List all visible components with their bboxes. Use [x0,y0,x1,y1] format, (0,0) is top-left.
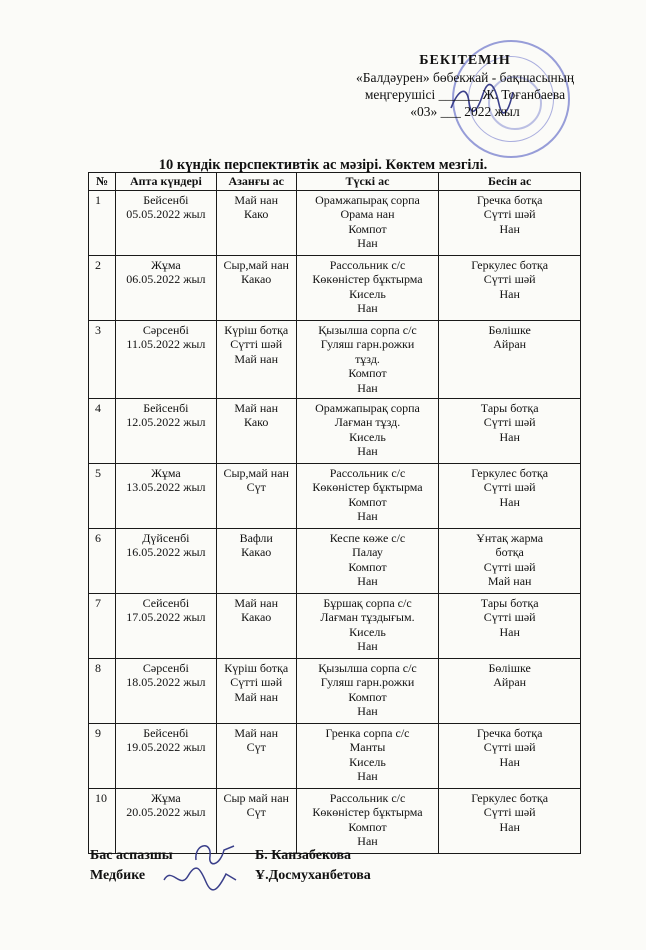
cell-lunch-line: Компот [348,819,387,834]
cell-breakfast-line: Май нан [234,595,278,610]
cell-lunch-line: Нан [357,301,378,316]
cell-lunch-line: Гренка сорпа с/с [325,725,410,740]
table-row [89,658,581,723]
cell-snack-line: Нан [499,286,520,301]
cell-snack-line: Айран [493,337,527,352]
table-row [89,190,581,255]
cell-breakfast [216,528,296,593]
cell-breakfast [216,723,296,788]
cell-lunch [296,593,439,658]
cell-day-line: 16.05.2022 жыл [126,545,206,560]
cell-snack [439,528,581,593]
cell-snack-line: Сүтті шәй [483,415,536,430]
cell-breakfast-line: Май нан [234,400,278,415]
cell-breakfast [216,190,296,255]
cell-day-line: Жұма [151,257,181,272]
cell-breakfast [216,463,296,528]
cell-lunch-line: Компот [348,366,387,381]
cell-breakfast-line: Сүт [246,805,266,820]
cell-day [115,255,216,320]
cell-lunch [296,463,439,528]
nurse-label: Медбике [90,868,146,883]
cell-lunch-line: Рассольник с/с [329,465,406,480]
cell-snack-line: Сүтті шәй [483,559,536,574]
cell-lunch-line: Компот [348,221,387,236]
cell-day-line: 17.05.2022 жыл [126,610,206,625]
cell-snack-line: Геркулес ботқа [471,257,549,272]
cell-num: 8 [89,658,116,723]
cell-snack-line: Тары ботқа [480,595,539,610]
cell-day-line: Сәрсенбі [142,322,189,337]
cell-lunch-line: Көкөністер бұктырма [312,480,423,495]
cell-snack [439,723,581,788]
cell-snack [439,788,581,853]
cell-snack-line: Сүтті шәй [483,272,536,287]
table-row [89,320,581,398]
cell-lunch-line: Компот [348,559,387,574]
cell-snack [439,190,581,255]
cell-lunch-line: Қызылша сорпа с/с [318,322,417,337]
cell-day-line: 13.05.2022 жыл [126,480,206,495]
cell-lunch [296,398,439,463]
cell-snack-line: Нан [499,819,520,834]
approval-line-1: «Балдәурен» бөбекжай - бақшасының [355,70,575,85]
cell-breakfast [216,658,296,723]
cell-lunch-line: Орамжапырақ сорпа [315,400,420,415]
cell-lunch-line: Кисель [349,286,386,301]
cell-breakfast-line: Сүт [246,480,266,495]
cell-num: 4 [89,398,116,463]
cell-breakfast-line: Май нан [234,351,278,366]
cell-lunch-line: Қызылша сорпа с/с [318,660,417,675]
cell-breakfast-line: Күріш ботқа [224,660,289,675]
cell-lunch-line: Компот [348,689,387,704]
cell-lunch [296,723,439,788]
cell-day [115,723,216,788]
cell-lunch-line: Нан [357,639,378,654]
header-breakfast: Азанғы ас [216,173,296,191]
cell-lunch [296,658,439,723]
cell-day [115,463,216,528]
chef-name: Б. Канзабекова [255,848,352,863]
cell-num: 2 [89,255,116,320]
cell-breakfast [216,398,296,463]
cell-lunch-line: Манты [349,740,386,755]
cell-snack-line: Нан [499,624,520,639]
cell-num: 5 [89,463,116,528]
cell-lunch-line: Нан [357,769,378,784]
cell-breakfast-line: Сыр,май нан [223,257,289,272]
cell-snack-line: ботқа [495,545,524,560]
cell-lunch-line: Нан [357,574,378,589]
cell-breakfast-line: Како [244,415,269,430]
nurse-name: Ұ.Досмуханбетова [255,868,371,883]
cell-snack-line: Сүтті шәй [483,480,536,495]
cell-snack [439,398,581,463]
cell-snack [439,593,581,658]
cell-breakfast-line: Какао [241,610,272,625]
cell-snack-line: Гречка ботқа [476,192,543,207]
header-snack: Бесін ас [439,173,581,191]
cell-breakfast-line: Сыр май нан [223,790,289,805]
cell-snack [439,463,581,528]
nurse-signature [160,862,240,896]
cell-num: 1 [89,190,116,255]
cell-snack [439,320,581,398]
cell-breakfast-line: Сүт [246,740,266,755]
cell-lunch [296,255,439,320]
cell-lunch-line: Нан [357,380,378,395]
cell-breakfast-line: Май нан [234,689,278,704]
cell-day-line: Жұма [151,790,181,805]
cell-num: 3 [89,320,116,398]
cell-breakfast-line: Какао [241,545,272,560]
cell-lunch-line: Нан [357,834,378,849]
cell-day-line: 20.05.2022 жыл [126,805,206,820]
cell-snack [439,255,581,320]
cell-lunch [296,528,439,593]
cell-day-line: 12.05.2022 жыл [126,415,206,430]
cell-lunch-line: Нан [357,236,378,251]
cell-lunch-line: Палау [352,545,383,560]
cell-lunch-line: Гуляш гарн.рожки [320,337,415,352]
cell-lunch-line: Лағман тұзд. [334,415,401,430]
cell-lunch [296,190,439,255]
cell-day [115,398,216,463]
cell-lunch-line: Компот [348,494,387,509]
cell-breakfast-line: Күріш ботқа [224,322,289,337]
cell-day-line: Дүйсенбі [142,530,190,545]
cell-day-line: 18.05.2022 жыл [126,675,206,690]
cell-day-line: 05.05.2022 жыл [126,207,206,222]
approval-line-3: «03» ___ 2022 жыл [410,104,520,119]
document-title: 10 күндік перспективтік ас мәзірі. Көктем мезгілі. [158,157,488,173]
cell-day [115,658,216,723]
cell-snack-line: Нан [499,754,520,769]
cell-snack-line: Сүтті шәй [483,740,536,755]
cell-day-line: Бейсенбі [143,400,189,415]
cell-snack-line: Сүтті шәй [483,610,536,625]
cell-lunch-line: Нан [357,704,378,719]
cell-lunch-line: Орама нан [340,207,395,222]
cell-breakfast [216,255,296,320]
cell-lunch-line: Көкөністер бұктырма [312,805,423,820]
header-num: № [89,173,116,191]
cell-lunch-line: Бұршақ сорпа с/с [323,595,412,610]
cell-lunch-line: Кисель [349,624,386,639]
cell-lunch-line: тұзд. [355,351,380,366]
cell-lunch [296,320,439,398]
approval-block [330,52,600,120]
cell-breakfast [216,320,296,398]
cell-day [115,593,216,658]
cell-num: 9 [89,723,116,788]
cell-day-line: 19.05.2022 жыл [126,740,206,755]
cell-lunch-line: Рассольник с/с [329,257,406,272]
cell-lunch-line: Лағман тұздығым. [320,610,415,625]
cell-snack-line: Геркулес ботқа [471,465,549,480]
cell-snack-line: Сүтті шәй [483,805,536,820]
cell-num: 7 [89,593,116,658]
cell-snack-line: Май нан [487,574,532,589]
cell-day-line: Сәрсенбі [142,660,189,675]
table-row [89,788,581,853]
cell-num: 10 [89,788,116,853]
cell-lunch-line: Нан [357,444,378,459]
table-header-row [89,173,581,191]
cell-snack-line: Нан [499,221,520,236]
cell-day-line: Сейсенбі [142,595,190,610]
cell-day-line: 06.05.2022 жыл [126,272,206,287]
cell-snack-line: Тары ботқа [480,400,539,415]
cell-breakfast-line: Сүтті шәй [230,675,283,690]
cell-breakfast-line: Май нан [234,192,278,207]
cell-day-line: Бейсенбі [143,192,189,207]
cell-snack-line: Бөлішке [488,660,531,675]
cell-breakfast-line: Какао [241,272,272,287]
cell-day [115,190,216,255]
cell-snack-line: Нан [499,494,520,509]
cell-lunch-line: Кисель [349,429,386,444]
cell-snack-line: Геркулес ботқа [471,790,549,805]
cell-lunch-line: Кисель [349,754,386,769]
table-row [89,528,581,593]
cell-lunch-line: Орамжапырақ сорпа [315,192,420,207]
cell-breakfast [216,593,296,658]
approval-heading: БЕКІТЕМІН [419,53,511,68]
cell-lunch-line: Рассольник с/с [329,790,406,805]
table-row [89,723,581,788]
cell-num: 6 [89,528,116,593]
cell-lunch-line: Нан [357,509,378,524]
cell-snack-line: Айран [493,675,527,690]
cell-breakfast-line: Май нан [234,725,278,740]
header-day: Апта күндері [115,173,216,191]
menu-table [88,172,581,854]
cell-snack-line: Нан [499,429,520,444]
approval-line-2: меңгерушісі ______ Ж. Тоғанбаева [364,87,566,102]
cell-snack-line: Сүтті шәй [483,207,536,222]
cell-snack-line: Бөлішке [488,322,531,337]
cell-snack-line: Ұнтақ жарма [476,530,544,545]
cell-breakfast-line: Сыр,май нан [223,465,289,480]
header-lunch: Түскі ас [296,173,439,191]
table-row [89,593,581,658]
cell-day-line: 11.05.2022 жыл [126,337,206,352]
table-row [89,463,581,528]
table-row [89,398,581,463]
cell-snack-line: Гречка ботқа [476,725,543,740]
cell-breakfast-line: Вафли [239,530,273,545]
chef-label: Бас аспазшы [90,848,173,863]
cell-lunch-line: Көкөністер бұктырма [312,272,423,287]
cell-day [115,320,216,398]
cell-breakfast-line: Како [244,207,269,222]
cell-day-line: Жұма [151,465,181,480]
cell-snack [439,658,581,723]
cell-day [115,528,216,593]
cell-day-line: Бейсенбі [143,725,189,740]
cell-lunch [296,788,439,853]
cell-lunch-line: Кеспе көже с/с [329,530,406,545]
cell-breakfast-line: Сүтті шәй [230,337,283,352]
cell-lunch-line: Гуляш гарн.рожки [320,675,415,690]
table-row [89,255,581,320]
